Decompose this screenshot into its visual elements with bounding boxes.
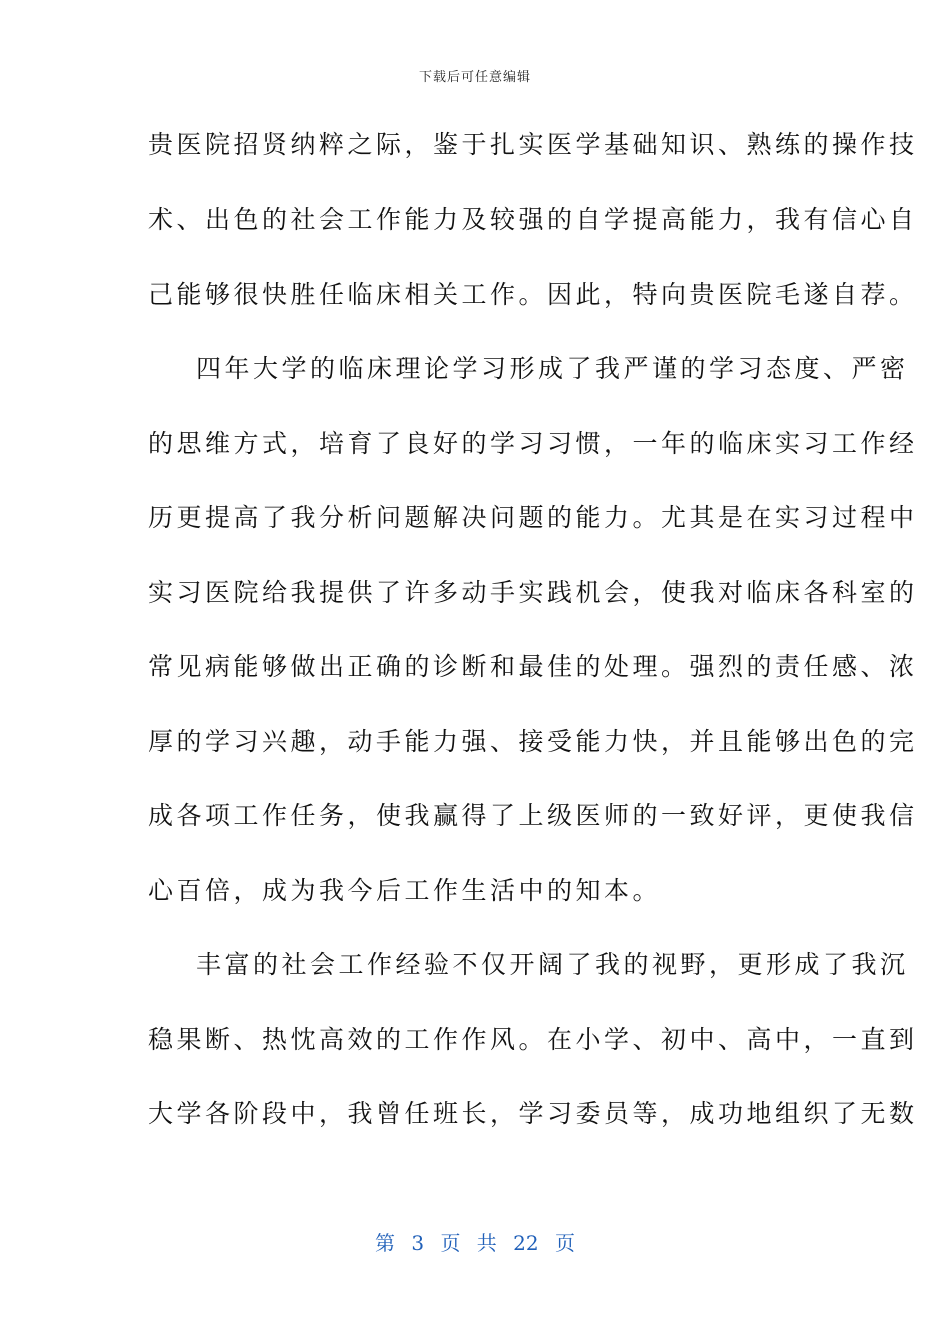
body-line: 成各项工作任务，使我赢得了上级医师的一致好评，更使我信 bbox=[148, 801, 918, 830]
body-line: 实习医院给我提供了许多动手实践机会，使我对临床各科室的 bbox=[148, 578, 918, 607]
body-line-indented: 丰富的社会工作经验不仅开阔了我的视野，更形成了我沉 bbox=[196, 950, 909, 979]
body-line: 大学各阶段中，我曾任班长，学习委员等，成功地组织了无数 bbox=[148, 1099, 918, 1128]
body-line: 己能够很快胜任临床相关工作。因此，特向贵医院毛遂自荐。 bbox=[148, 280, 918, 309]
body-line: 心百倍，成为我今后工作生活中的知本。 bbox=[148, 876, 662, 905]
body-line: 历更提高了我分析问题解决问题的能力。尤其是在实习过程中 bbox=[148, 503, 918, 532]
body-line: 贵医院招贤纳粹之际，鉴于扎实医学基础知识、熟练的操作技 bbox=[148, 130, 918, 159]
page-number-footer: 第 3 页 共 22 页 bbox=[375, 1231, 575, 1255]
body-line: 稳果断、热忱高效的工作作风。在小学、初中、高中，一直到 bbox=[148, 1025, 918, 1054]
body-line: 常见病能够做出正确的诊断和最佳的处理。强烈的责任感、浓 bbox=[148, 652, 918, 681]
body-line: 厚的学习兴趣，动手能力强、接受能力快，并且能够出色的完 bbox=[148, 727, 918, 756]
body-line-indented: 四年大学的临床理论学习形成了我严谨的学习态度、严密 bbox=[196, 354, 909, 383]
header-note: 下载后可任意编辑 bbox=[418, 70, 531, 85]
body-line: 的思维方式，培育了良好的学习习惯，一年的临床实习工作经 bbox=[148, 429, 918, 458]
body-line: 术、出色的社会工作能力及较强的自学提高能力，我有信心自 bbox=[148, 205, 918, 234]
